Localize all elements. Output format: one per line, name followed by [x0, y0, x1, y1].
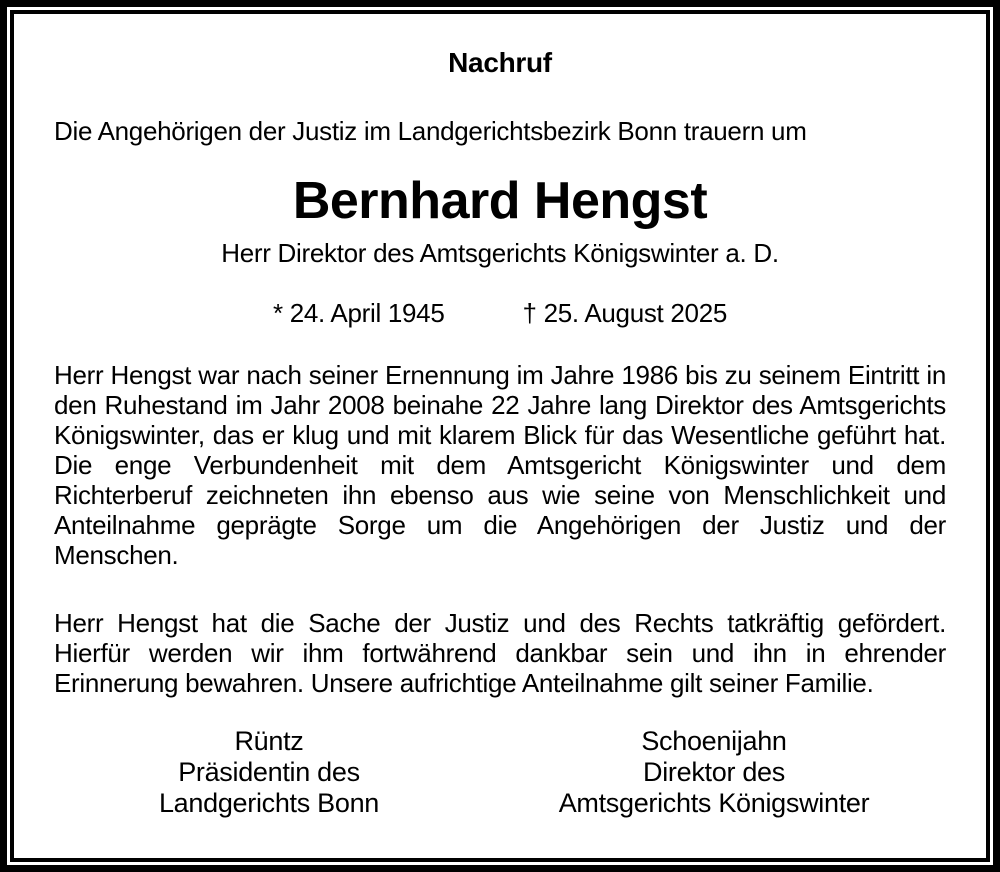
- signatory-role-line-2: Amtsgerichts Königswinter: [558, 788, 870, 818]
- signature-right: [484, 726, 944, 819]
- obituary-inner-frame: [10, 10, 990, 862]
- signatory-role-line-2: Landgerichts Bonn: [158, 788, 380, 818]
- death-date: † 25. August 2025: [522, 298, 728, 328]
- signatory-name: Rüntz: [234, 726, 304, 756]
- signatory-name: Schoenijahn: [641, 726, 787, 756]
- notice-kicker: Nachruf: [448, 47, 552, 78]
- signatory-role-line-1: Präsidentin des: [178, 757, 360, 787]
- signatory-role-line-1: Direktor des: [643, 757, 785, 787]
- deceased-name: Bernhard Hengst: [292, 172, 708, 230]
- obituary-paragraph-1: Herr Hengst war nach seiner Ernennung im Jahre 1986 bis zu seinem Eintritt in den Ruhestand im Jahr 2008 beinahe 22 Jahre lang Direktor des Amtsgerichts Königswinter, das er klug und mit klarem Blick für das Wesentliche geführt hat. Die enge Verbundenheit mit dem Amtsgericht Königswinter und dem Richterberuf zeichneten ihn ebenso aus wie seine von Menschlichkeit und Anteilnahme geprägte Sorge um die Angehörigen der Justiz und der Menschen.: [54, 360, 946, 570]
- birth-date: * 24. April 1945: [272, 298, 445, 328]
- obituary-paragraph-2: Herr Hengst hat die Sache der Justiz und des Rechts tatkräftig gefördert. Hierfür werden wir ihm fortwährend dankbar sein und ihn in ehrender Erinnerung bewahren. Unsere aufrichtige Anteilnahme gilt seiner Familie.: [54, 608, 946, 698]
- mourning-intro-line: Die Angehörigen der Justiz im Landgerichtsbezirk Bonn trauern um: [54, 116, 807, 146]
- signatures-row: [54, 726, 946, 819]
- life-dates-row: [54, 298, 946, 328]
- signature-left: [54, 726, 484, 819]
- deceased-title: Herr Direktor des Amtsgerichts Königswinter a. D.: [221, 238, 779, 268]
